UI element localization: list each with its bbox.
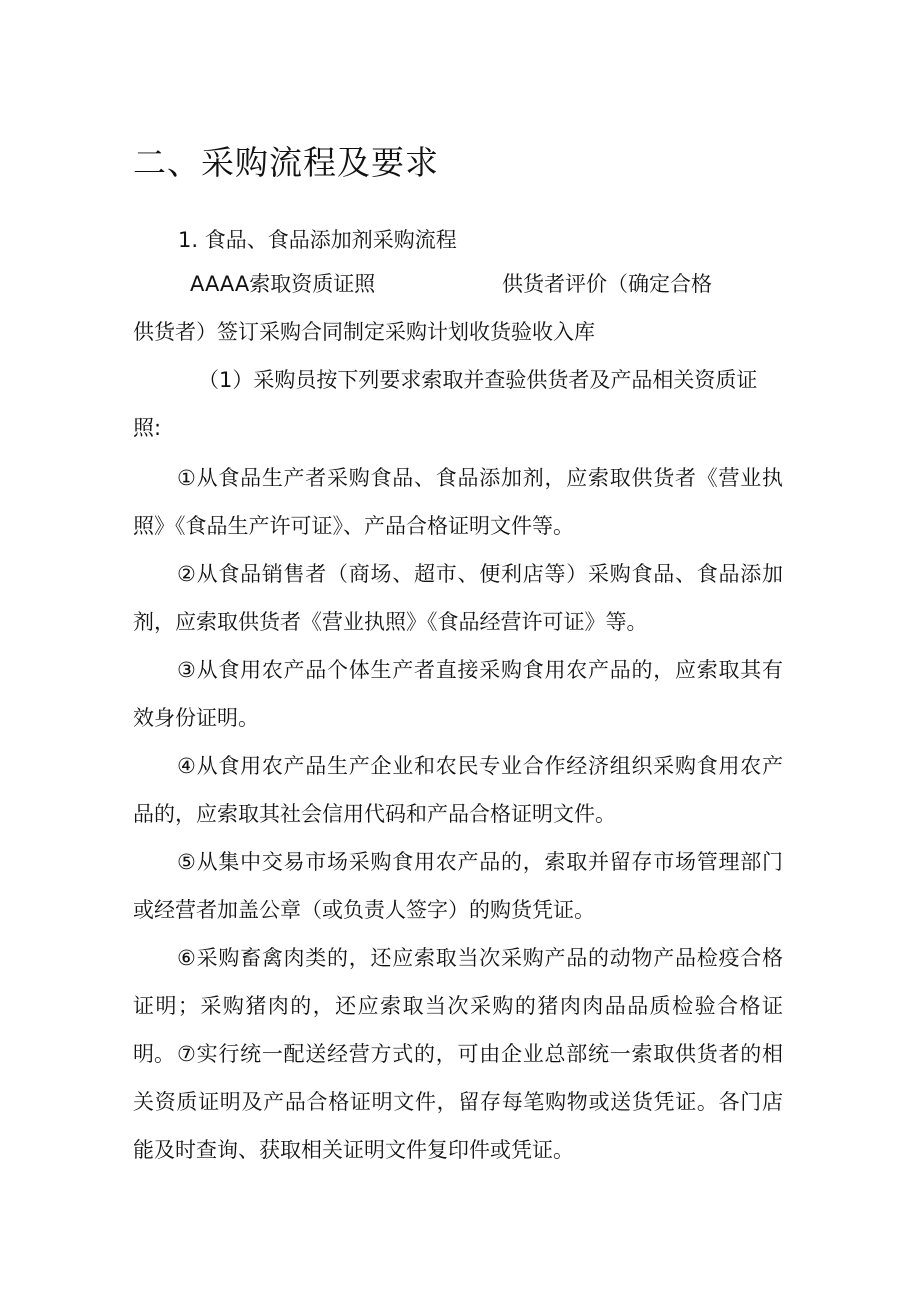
- flow-step-licenses: AAAA索取资质证照: [190, 272, 376, 296]
- flow-step-evaluation: 供货者评价（确定合格: [502, 272, 712, 296]
- flow-steps-continued: 供货者）签订采购合同制定采购计划收货验收入库: [133, 320, 595, 344]
- paragraph-4: ④从食用农产品生产企业和农民专业合作经济组织采购食用农产品的，应索取其社会信用代码和产品合格证明文件。: [133, 754, 783, 826]
- paragraph-3: ③从食用农产品个体生产者直接采购食用农产品的，应索取其有效身份证明。: [133, 658, 783, 730]
- paragraph-2: ②从食品销售者（商场、超市、便利店等）采购食品、食品添加剂，应索取供货者《营业执照》《食品经营许可证》等。: [133, 562, 783, 634]
- paragraph-1: ①从食品生产者采购食品、食品添加剂，应索取供货者《营业执照》《食品生产许可证》、产品合格证明文件等。: [133, 466, 783, 538]
- section-title: 二、采购流程及要求: [133, 143, 439, 182]
- paragraph-6: ⑥采购畜禽肉类的，还应索取当次采购产品的动物产品检疫合格证明；采购猪肉的，还应索取当次采购的猪肉肉品品质检验合格证明。: [133, 946, 783, 1066]
- item1-heading-cont: 照:: [133, 416, 162, 440]
- paragraph-7: ⑦实行统一配送经营方式的，可由企业总部统一索取供货者的相关资质证明及产品合格证明文件，留存每笔购物或送货凭证。各门店能及时查询、获取相关证明文件复印件或凭证。: [133, 1042, 783, 1162]
- paragraph-5: ⑤从集中交易市场采购食用农产品的，索取并留存市场管理部门或经营者加盖公章（或负责人签字）的购货凭证。: [133, 850, 783, 922]
- item1-heading: （1）采购员按下列要求索取并查验供货者及产品相关资质证: [198, 368, 758, 392]
- subsection-title: 1. 食品、食品添加剂采购流程: [178, 228, 457, 252]
